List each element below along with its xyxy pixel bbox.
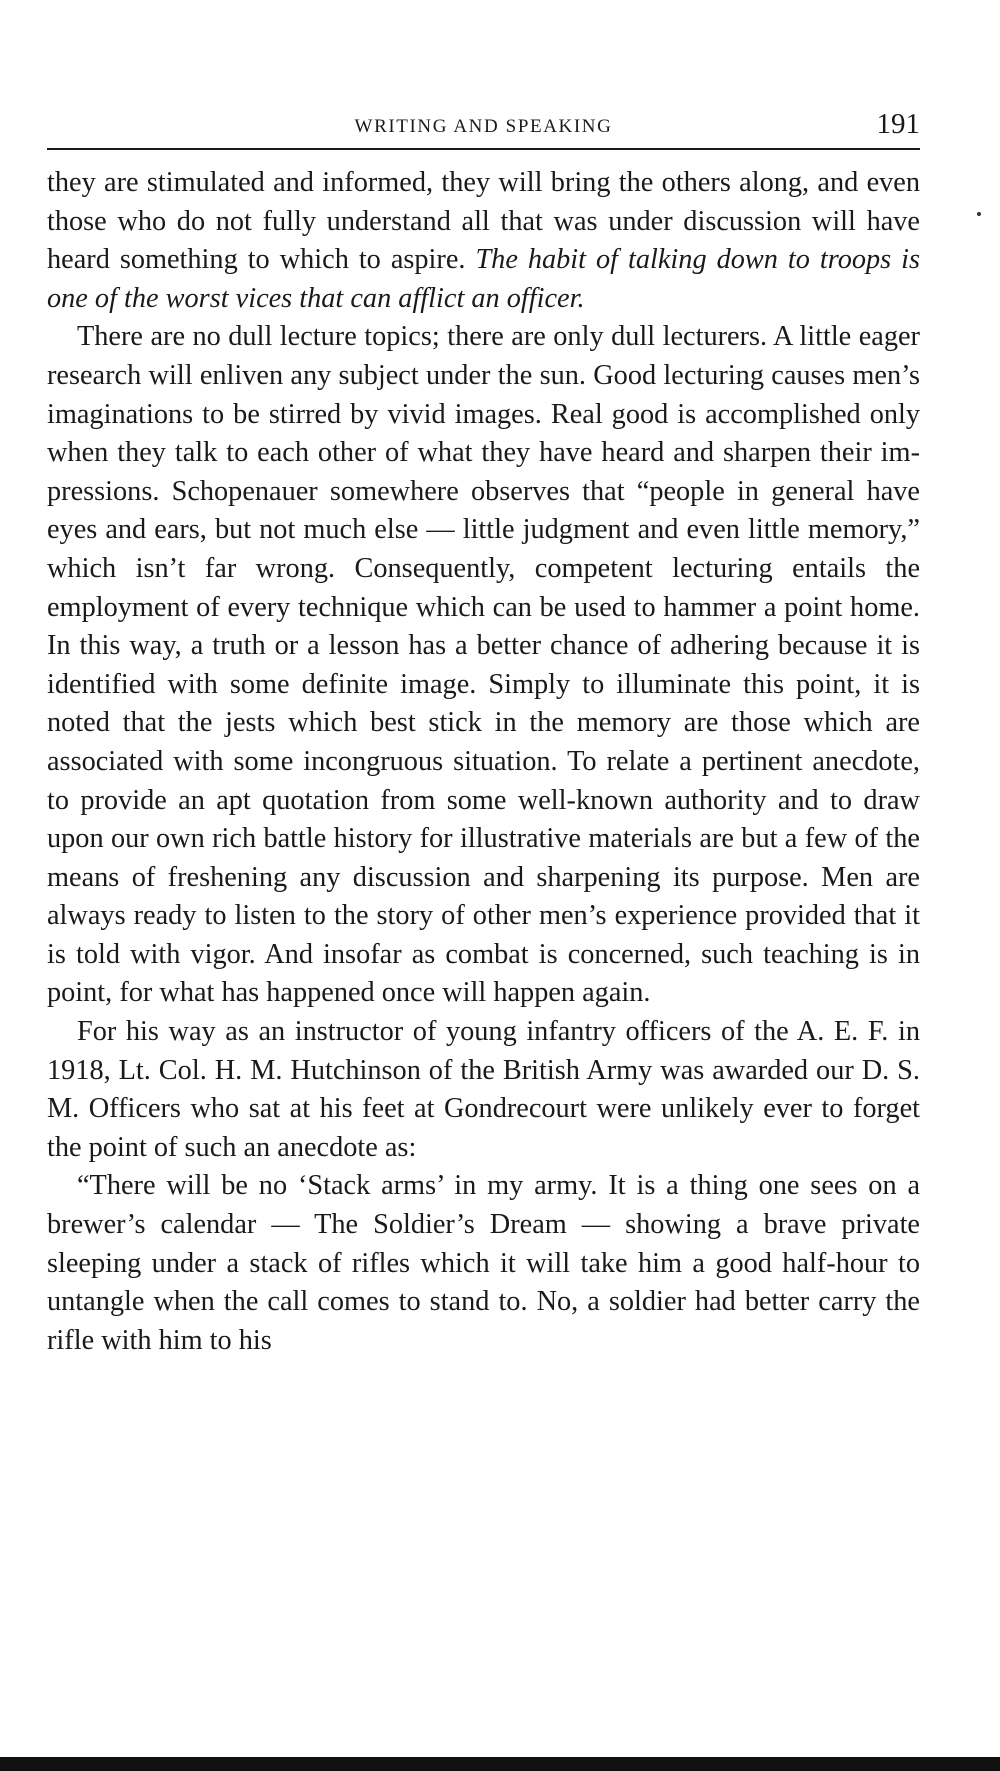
paragraph-text: they are stimulated and informed, they will bring the others along, and even those who do not fully understand all that was under discussion will have heard something to which to aspire. [47,167,920,276]
paragraph-hutchinson: For his way as an instructor of young infantry officers of the A. E. F. in 1918, Lt. Col. H. M. Hutchinson of the British Army was awarded our D. S. M. Officers who sat at his feet at Gondrecourt were unlikely ever to forget the point of such an anecdote as: [47,1016,920,1163]
margin-speck [977,212,981,216]
running-head [47,108,920,150]
page-number: 191 [876,108,920,140]
paragraph-continuation [47,164,920,318]
paragraph-quotation: “There will be no ‘Stack arms’ in my army. It is a thing one sees on a brewer’s calendar — The Soldier’s Dream — showing a brave private sleeping under a stack of rifles which it will take him a good half-hour to untangle when the call comes to stand to. No, a soldier had better carry the rifle with him to his [47,1170,920,1356]
bottom-scan-edge [0,1757,1000,1771]
body-text [47,164,920,1360]
italic-emphasis: The habit of talking down to troops is one of the worst vices that can afflict an officer. [47,244,920,314]
paragraph-lecture-topics: There are no dull lecture topics; there are only dull lecturers. A little eager research will enliven any subject under the sun. Good lecturing causes men’s imaginations to be stirred by vivid images. Real good is accomplished only when they talk to each other of what they have heard and sharpen their impressions. Schopenauer somewhere observes that “people in general have eyes and ears, but not much else — little judgment and even little memory,” which isn’t far wrong. Consequently, competent lecturing entails the employment of every technique which can be used to hammer a point home. In this way, a truth or a lesson has a better chance of adhering because it is identified with some definite image. Simply to illuminate this point, it is noted that the jests which best stick in the memory are those which are associated with some incongruous situation. To relate a pertinent anecdote, to provide an apt quotation from some well-known authority and to draw upon our own rich battle history for illustrative materials are but a few of the means of freshening any discussion and sharpening its purpose. Men are always ready to listen to the story of other men’s experience provided that it is told with vigor. And insofar as combat is concerned, such teaching is in point, for what has happened once will happen again. [47,321,920,1009]
running-title: WRITING AND SPEAKING [354,116,613,137]
